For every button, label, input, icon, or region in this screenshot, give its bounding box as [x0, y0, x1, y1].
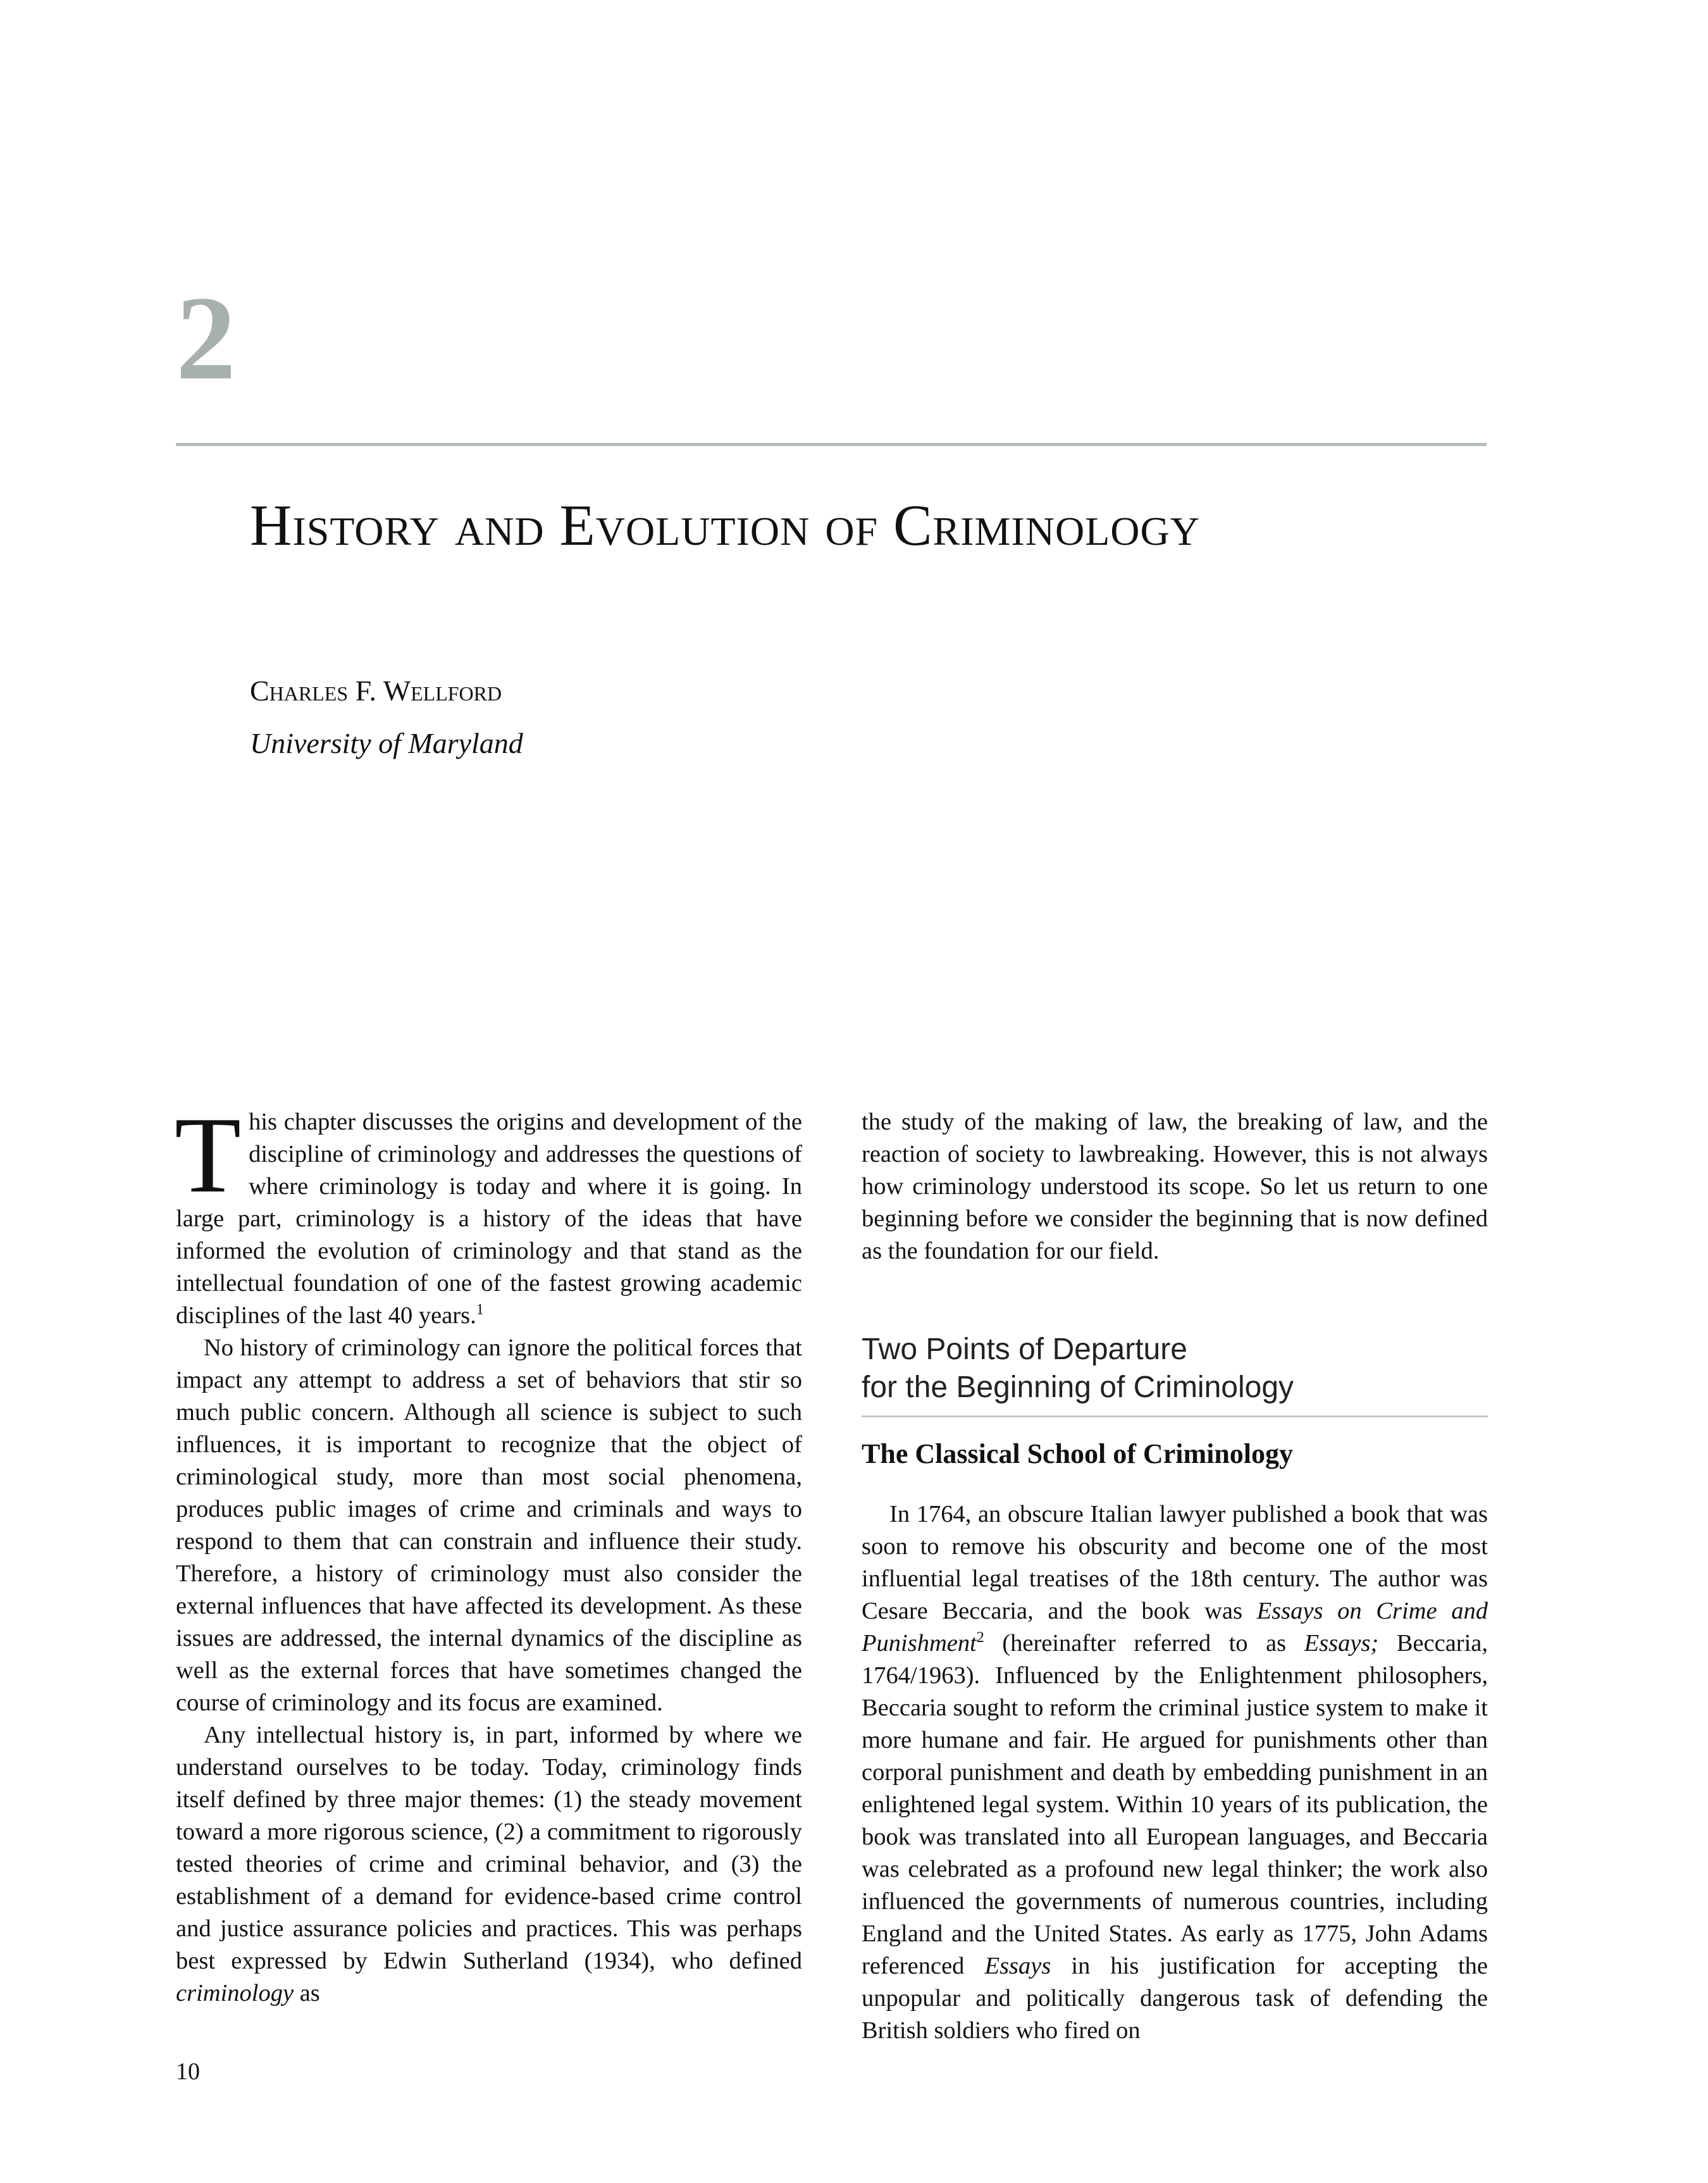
body-text: in his justification for accepting the unpopular and politically dangerous task of defending the British soldiers who fired on	[862, 1953, 1488, 2044]
left-column	[175, 1095, 802, 2010]
body-text: as	[299, 1980, 320, 2006]
footnote-ref: 1	[476, 1302, 484, 1319]
emphasis-term: criminology	[176, 1980, 294, 2006]
section-heading-line: Two Points of Departure	[862, 1333, 1187, 1366]
body-text: Beccaria, 1764/1963). Influenced by the Enlightenment philosophers, Beccaria sought to reform the criminal justice system to make it more humane and fair. He argued for punishments other than corporal punishment and death by embedding punishment in an enlightened legal system. Within 10 years of its publication, the book was translated into all European languages, and Beccaria was celebrated as a profound new legal thinker; the work also influenced the governments of numerous countries, including England and the United States. As early as 1775, John Adams referenced	[862, 1630, 1488, 1979]
body-paragraph	[176, 1719, 802, 2010]
chapter-divider	[176, 443, 1487, 446]
right-column	[862, 1106, 1488, 2047]
footnote-ref: 2	[976, 1629, 984, 1646]
intro-paragraph	[175, 1095, 802, 1332]
intro-text: his chapter discusses the origins and development of the discipline of criminology and addresses the questions of where criminology is today and where it is going. In large part, criminology is a history of the ideas that have informed the evolution of criminology and that stand as the intellectual foundation of one of the fastest growing academic disciplines of the last 40 years.	[176, 1109, 802, 1329]
section-heading	[862, 1331, 1488, 1417]
body-text: Any intellectual history is, in part, informed by where we understand ourselves to be today. Today, criminology finds itself defined by three major themes: (1) the steady movement toward a more rigorous science, (2) a commitment to rigorously tested theories of crime and criminal behavior, and (3) the establishment of a demand for evidence-based crime control and justice assurance policies and practices. This was perhaps best expressed by Edwin Sutherland (1934), who defined	[176, 1722, 802, 1974]
page-number: 10	[176, 2058, 200, 2085]
section-heading-line: for the Beginning of Criminology	[862, 1371, 1294, 1404]
chapter-title: History and Evolution of Criminology	[250, 493, 1200, 557]
emphasis-term: Essays;	[1304, 1630, 1379, 1657]
author-affiliation: University of Maryland	[250, 727, 523, 759]
drop-cap: T	[175, 1095, 242, 1216]
author-name: Charles F. Wellford	[250, 675, 502, 707]
book-title: Essays on Crime and Punishment	[862, 1598, 1488, 1657]
body-text: In 1764, an obscure Italian lawyer published a book that was soon to remove his obscurity and become one of the most influential legal treatises of the 18th century. The author was Cesare Beccaria, and the book was	[862, 1501, 1488, 1624]
body-paragraph	[862, 1498, 1488, 2047]
body-paragraph: the study of the making of law, the breaking of law, and the reaction of society to lawbreaking. However, this is not always how criminology understood its scope. So let us return to one beginning before we consider the beginning that is now defined as the foundation for our field.	[862, 1109, 1488, 1264]
emphasis-term: Essays	[984, 1953, 1051, 1979]
subsection-heading: The Classical School of Criminology	[862, 1438, 1294, 1469]
body-paragraph: No history of criminology can ignore the political forces that impact any attempt to address a set of behaviors that stir so much public concern. Although all science is subject to such influences, it is important to recognize that the object of criminological study, more than most social phenomena, produces public images of crime and criminals and ways to respond to them that can constrain and influence their study. Therefore, a history of criminology must also consider the external influences that have affected its development. As these issues are addressed, the internal dynamics of the discipline as well as the external forces that have sometimes changed the course of criminology and its focus are examined.	[176, 1334, 802, 1716]
chapter-number: 2	[176, 272, 236, 405]
body-text: (hereinafter referred to as	[1002, 1630, 1287, 1657]
